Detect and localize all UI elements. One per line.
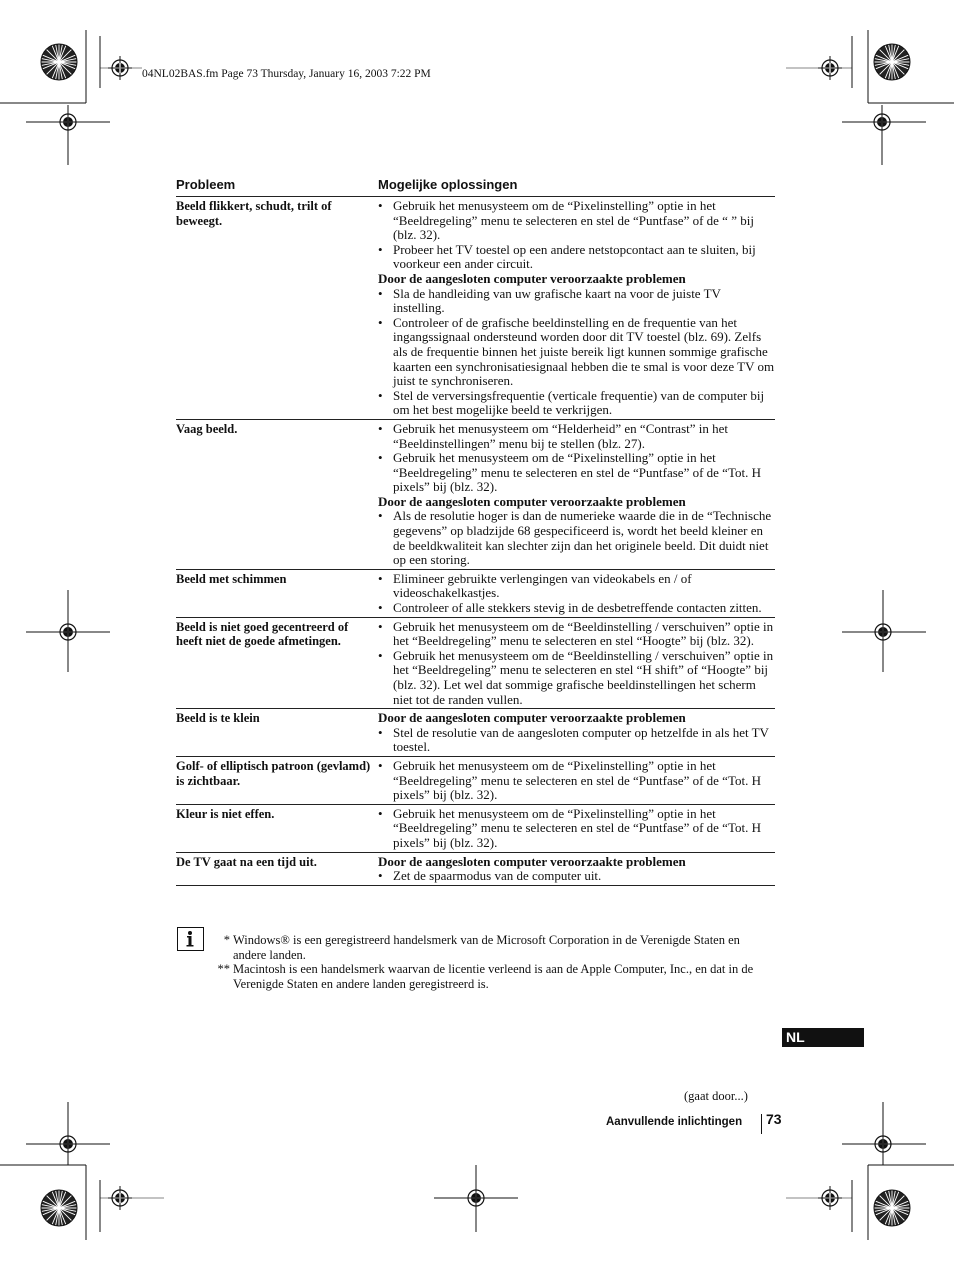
footer-section-title: Aanvullende inlichtingen (606, 1116, 743, 1128)
bullet-icon: • (378, 508, 383, 524)
bullet-icon: • (378, 868, 383, 884)
footnote-mark: ** (217, 962, 230, 977)
solution-item (378, 620, 775, 649)
problem-cell: Beeld is te klein (176, 711, 260, 726)
table-row (176, 805, 775, 853)
footnote-mark: * (223, 933, 230, 947)
file-header: 04NL02BAS.fm Page 73 Thursday, January 16, 2003 7:22 PM (142, 68, 431, 80)
solution-text: Als de resolutie hoger is dan de numerieke waarde die in de “Technische gegevens” op bladzijde 68 gespecificeerd is, wordt het beeld kleiner en de beeldkwaliteit kan slechter zijn dan het originele beeld. Dit duidt niet op een storing. (393, 508, 772, 568)
solution-item (378, 601, 775, 616)
solution-item (378, 869, 775, 884)
solution-text: Probeer het TV toestel op een andere netstopcontact aan te sluiten, bij voorkeur een ander circuit. (393, 241, 756, 272)
bullet-icon: • (378, 805, 383, 821)
solution-item (378, 509, 775, 567)
table-row (176, 853, 775, 886)
troubleshooting-table (176, 176, 775, 886)
solutions-cell (378, 710, 775, 755)
table-row (176, 618, 775, 710)
info-icon (177, 927, 204, 951)
solution-text: Gebruik het menusysteem om de “Pixelinstelling” optie in het “Beeldregeling” menu te selecteren en stel de “Puntfase” of de “Tot. H pixels” bij (blz. 32). (393, 757, 761, 803)
column-header-problem: Probleem (176, 177, 236, 192)
solution-subheading: Door de aangesloten computer veroorzaakte problemen (378, 853, 686, 869)
solution-text: Stel de verversingsfrequentie (verticale frequentie) van de computer bij om het best mogelijke beeld te verkrijgen. (393, 387, 765, 418)
solution-subheading: Door de aangesloten computer veroorzaakte problemen (378, 710, 686, 726)
solution-text: Controleer of alle stekkers stevig in de desbetreffende contacten zitten. (393, 600, 762, 616)
problem-cell: Vaag beeld. (176, 421, 238, 436)
solution-item (378, 316, 775, 389)
solution-item (378, 287, 775, 316)
bullet-icon: • (378, 450, 383, 466)
page-number: 73 (766, 1111, 782, 1127)
solutions-cell (378, 806, 775, 851)
solution-text: Gebruik het menusysteem om “Helderheid” en “Contrast” in het “Beeldinstellingen” menu bij te stellen (blz. 27). (393, 420, 729, 451)
table-row (176, 570, 775, 618)
bullet-icon: • (378, 285, 383, 301)
solution-item (378, 572, 775, 601)
table-row (176, 709, 775, 757)
solution-item (378, 451, 775, 495)
solution-item (378, 422, 775, 451)
problem-cell: Beeld flikkert, schudt, trilt of beweegt. (176, 199, 332, 228)
table-body (176, 197, 775, 886)
bullet-icon: • (378, 241, 383, 257)
column-header-solutions: Mogelijke oplossingen (378, 177, 518, 192)
solution-subheading: Door de aangesloten computer veroorzaakte problemen (378, 270, 686, 286)
footnote (216, 933, 776, 962)
bullet-icon: • (378, 314, 383, 330)
solutions-cell (378, 571, 775, 616)
table-header-row (176, 176, 775, 197)
problem-cell: Kleur is niet effen. (176, 806, 275, 821)
bullet-icon: • (378, 570, 383, 586)
solution-item (378, 726, 775, 755)
bullet-icon: • (378, 387, 383, 403)
bullet-icon: • (378, 724, 383, 740)
bullet-icon: • (378, 198, 383, 213)
language-tab: NL (782, 1028, 864, 1047)
solution-item (378, 389, 775, 418)
problem-cell: Golf- of elliptisch patroon (gevlamd) is zichtbaar. (176, 758, 371, 788)
solution-item (378, 199, 775, 243)
solution-item (378, 243, 775, 272)
table-row (176, 757, 775, 805)
solution-text: Controleer of de grafische beeldinstelling en de frequentie van het ingangssignaal ondersteund worden door dit TV toestel (blz. 69). Zelfs als de frequentie binnen het juiste bereik ligt kunnen sommige grafische kaarten een synchronisatiesignaal hebben die te smal is voor deze TV om juist te synchroniseren. (393, 314, 775, 389)
solution-text: Gebruik het menusysteem om de “Beeldinstelling / verschuiven” optie in het “Beeldregeling” menu te selecteren en stel “Hoogte” bij (blz. 32). (393, 618, 774, 649)
continued-note: (gaat door...) (684, 1089, 748, 1103)
solution-text: Gebruik het menusysteem om de “Pixelinstelling” optie in het “Beeldregeling” menu te selecteren en stel de “Puntfase” of de “ ” bij (blz. 32). (393, 198, 754, 243)
bullet-icon: • (378, 420, 383, 436)
bullet-icon: • (378, 600, 383, 616)
footnote (216, 962, 776, 991)
solution-text: Gebruik het menusysteem om de “Beeldinstelling / verschuiven” optie in het “Beeldregeling” menu te selecteren en stel “H shift” of “Hoogte” bij (blz. 32). Let wel dat sommige grafische beeldinstellingen het scherm niet tot de randen vullen. (393, 647, 774, 707)
table-row (176, 197, 775, 420)
solution-text: Gebruik het menusysteem om de “Pixelinstelling” optie in het “Beeldregeling” menu te selecteren en stel de “Puntfase” of de “Tot. H pixels” bij (blz. 32). (393, 805, 761, 850)
solutions-cell (378, 854, 775, 884)
solution-item (378, 649, 775, 707)
solutions-cell (378, 758, 775, 803)
solution-text: Elimineer gebruikte verlengingen van videokabels en / of videoschakelkastjes. (393, 570, 692, 601)
footer-divider (761, 1114, 762, 1134)
problem-cell: Beeld met schimmen (176, 571, 287, 586)
problem-cell: Beeld is niet goed gecentreerd of heeft niet de goede afmetingen. (176, 619, 349, 649)
solution-text: Zet de spaarmodus van de computer uit. (393, 868, 602, 884)
solution-text: Stel de resolutie van de aangesloten computer op hetzelfde in als het TV toestel. (393, 724, 769, 755)
bullet-icon: • (378, 618, 383, 634)
solutions-cell (378, 619, 775, 708)
problem-cell: De TV gaat na een tijd uit. (176, 854, 317, 869)
solution-item (378, 807, 775, 851)
solution-text: Sla de handleiding van uw grafische kaart na voor de juiste TV instelling. (393, 285, 721, 316)
solutions-cell (378, 198, 775, 418)
footnote-text: Windows® is een geregistreerd handelsmerk van de Microsoft Corporation in de Verenigde Staten en andere landen. (233, 933, 740, 962)
solution-text: Gebruik het menusysteem om de “Pixelinstelling” optie in het “Beeldregeling” menu te selecteren en stel de “Puntfase” of de “Tot. H pixels” bij (blz. 32). (393, 450, 761, 495)
table-row (176, 420, 775, 570)
bullet-icon: • (378, 647, 383, 663)
footnote-text: Macintosh is een handelsmerk waarvan de licentie verleend is aan de Apple Computer, Inc., en dat in de Verenigde Staten en andere landen geregistreerd is. (233, 962, 754, 991)
solution-item (378, 759, 775, 803)
bullet-icon: • (378, 757, 383, 773)
solution-subheading: Door de aangesloten computer veroorzaakte problemen (378, 493, 686, 509)
solutions-cell (378, 421, 775, 568)
footnotes (216, 933, 776, 991)
